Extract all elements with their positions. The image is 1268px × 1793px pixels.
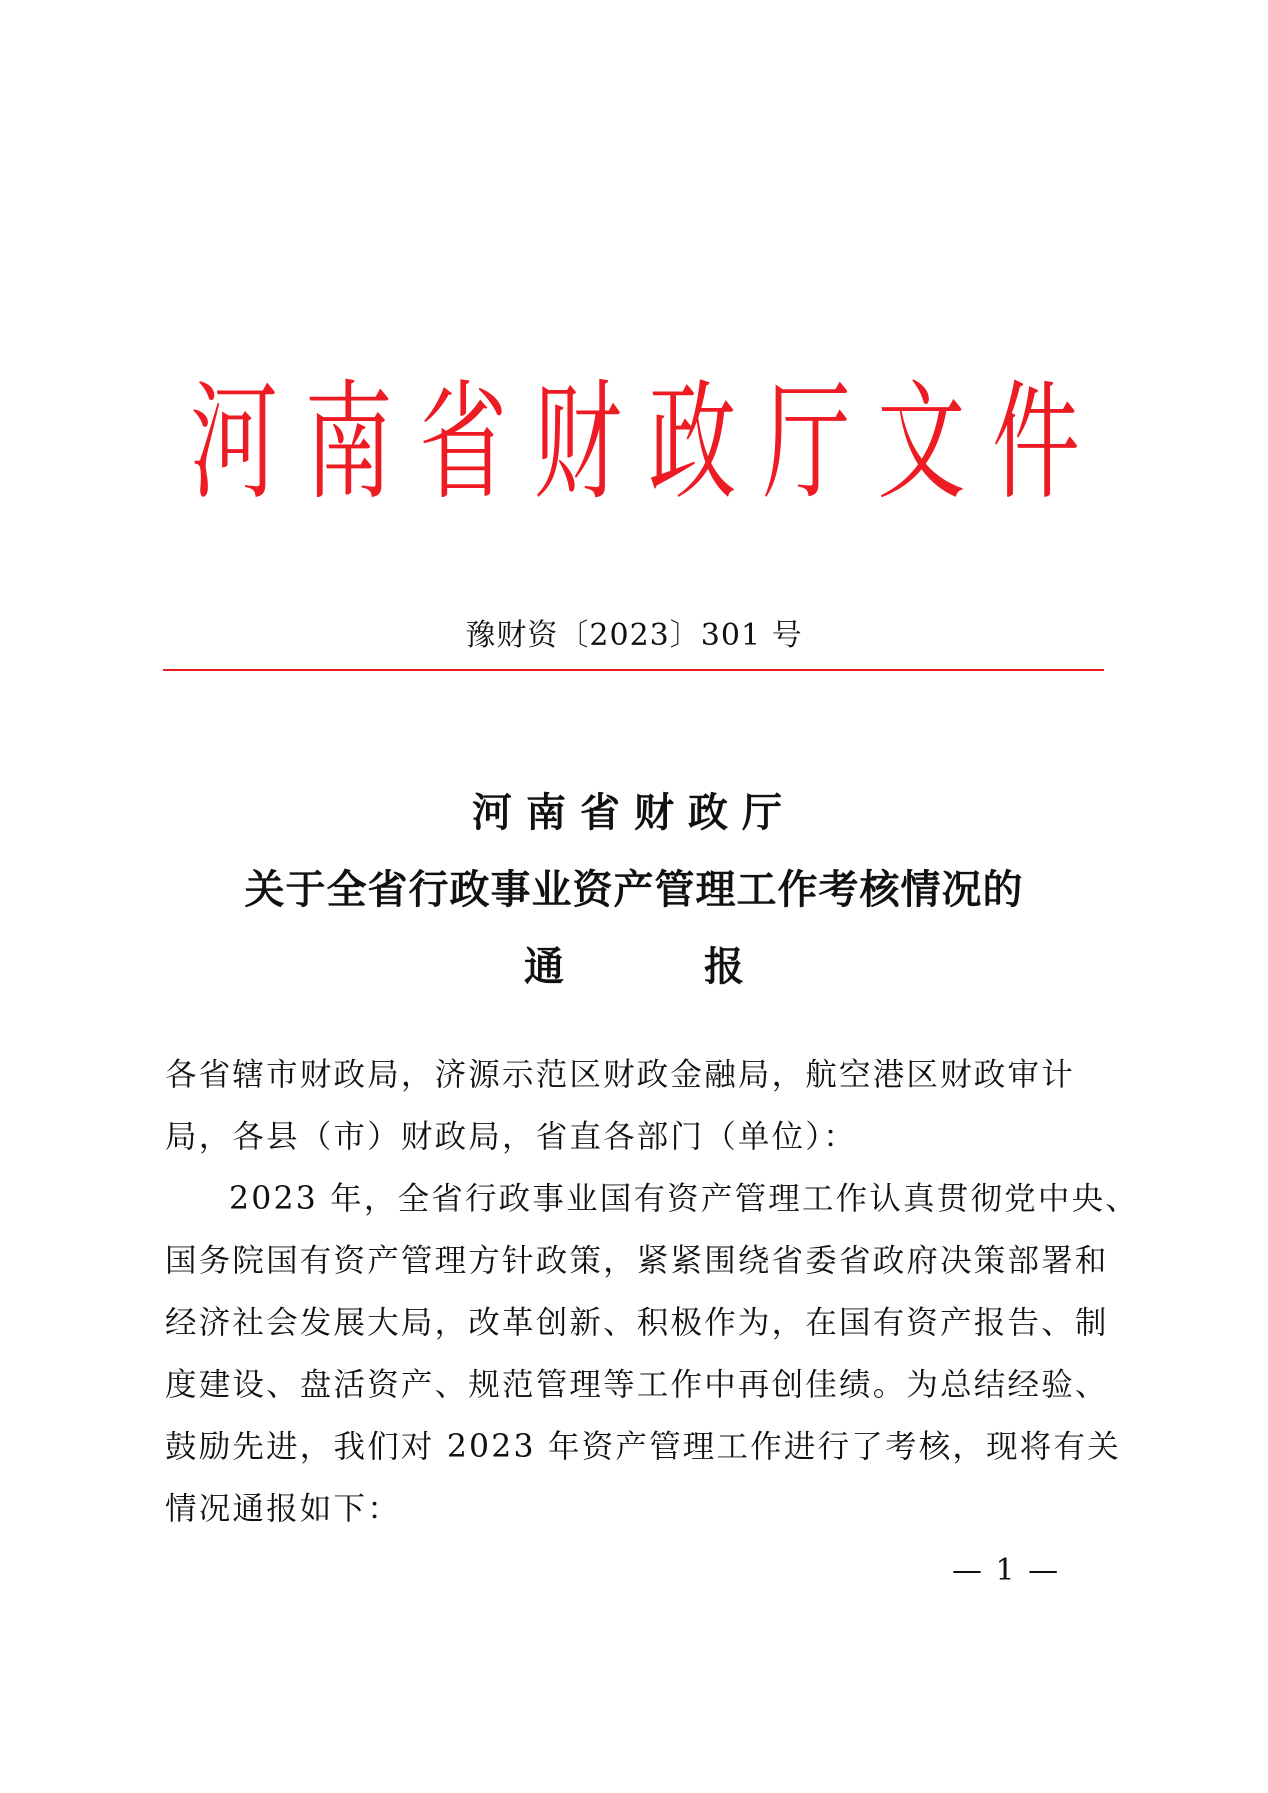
document-body xyxy=(165,1044,1139,1540)
masthead-char: 河 xyxy=(190,367,279,517)
masthead-char: 厅 xyxy=(762,367,851,517)
masthead-char: 财 xyxy=(533,367,622,517)
masthead-char: 件 xyxy=(991,367,1080,517)
paragraph-1 xyxy=(165,1168,1139,1540)
addressee-line: 各省辖市财政局，济源示范区财政金融局，航空港区财政审计 xyxy=(165,1057,1075,1093)
addressee-line: 局，各县（市）财政局，省直各部门（单位）： xyxy=(165,1119,857,1155)
title-subject: 关于全省行政事业资产管理工作考核情况的 xyxy=(244,867,1024,913)
document-number: 豫财资〔2023〕301 号 xyxy=(465,618,803,653)
masthead-char: 政 xyxy=(648,367,737,517)
title-doc-type-part: 通 xyxy=(524,944,564,990)
page-number: — 1 — xyxy=(952,1553,1061,1588)
paragraph-line: 鼓励先进，我们对 2023 年资产管理工作进行了考核，现将有关 xyxy=(165,1429,1121,1465)
masthead-title xyxy=(190,367,1080,517)
masthead-char: 南 xyxy=(304,367,393,517)
paragraph-line: 国务院国有资产管理方针政策，紧紧围绕省委省政府决策部署和 xyxy=(165,1243,1109,1279)
title-doc-type xyxy=(0,944,1268,990)
paragraph-line: 情况通报如下： xyxy=(165,1491,401,1527)
paragraph-line: 度建设、盘活资产、规范管理等工作中再创佳绩。为总结经验、 xyxy=(165,1367,1109,1403)
title-doc-type-part: 报 xyxy=(704,944,744,990)
addressee xyxy=(165,1044,1105,1168)
title-issuer: 河南省财政厅 xyxy=(472,790,796,836)
masthead-char: 省 xyxy=(419,367,508,517)
paragraph-line: 经济社会发展大局，改革创新、积极作为，在国有资产报告、制 xyxy=(165,1305,1109,1341)
paragraph-line: 2023 年，全省行政事业国有资产管理工作认真贯彻党中央、 xyxy=(229,1181,1139,1217)
masthead-char: 文 xyxy=(877,367,966,517)
red-divider xyxy=(163,669,1104,671)
